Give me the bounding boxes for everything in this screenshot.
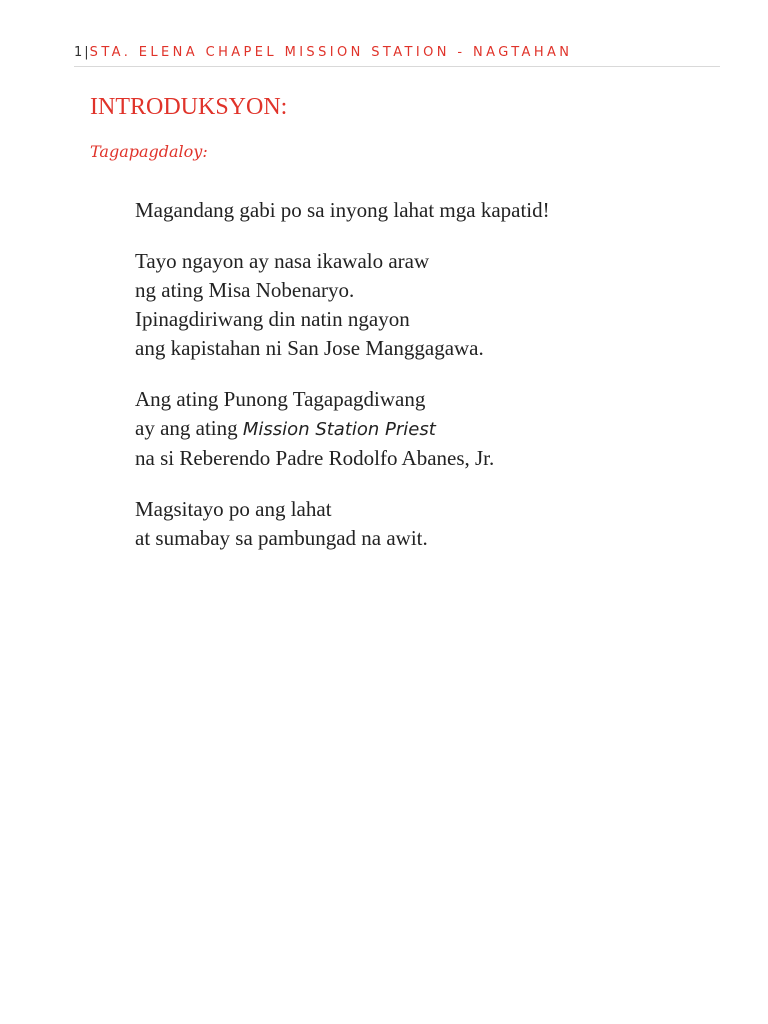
header-separator: | bbox=[84, 45, 89, 60]
italic-title: Mission Station Priest bbox=[242, 419, 436, 440]
script-line: at sumabay sa pambungad na awit. bbox=[135, 526, 428, 550]
script-line: Ang ating Punong Tagapagdiwang bbox=[135, 387, 426, 411]
script-line: Tayo ngayon ay nasa ikawalo araw bbox=[135, 249, 430, 273]
stanza-greeting bbox=[135, 196, 735, 225]
section-title: INTRODUKSYON: bbox=[90, 94, 288, 120]
stanza-instruction bbox=[135, 495, 735, 553]
page-number: 1 bbox=[74, 45, 84, 60]
running-head: STA. ELENA CHAPEL MISSION STATION - NAGTAHAN bbox=[89, 45, 573, 60]
page-header bbox=[74, 44, 720, 67]
stanza-occasion bbox=[135, 247, 735, 363]
script-line: ng ating Misa Nobenaryo. bbox=[135, 278, 355, 302]
script-line-mixed bbox=[135, 414, 735, 444]
speaker-label: Tagapagdaloy: bbox=[90, 142, 208, 161]
stanza-presider bbox=[135, 385, 735, 473]
script-line: ang kapistahan ni San Jose Manggagawa. bbox=[135, 336, 484, 360]
script-body bbox=[135, 196, 735, 575]
script-line: Magsitayo po ang lahat bbox=[135, 497, 332, 521]
script-text: ay ang ating bbox=[135, 416, 243, 440]
script-line: Ipinagdiriwang din natin ngayon bbox=[135, 307, 410, 331]
script-line: Magandang gabi po sa inyong lahat mga kapatid! bbox=[135, 198, 550, 222]
script-line: na si Reberendo Padre Rodolfo Abanes, Jr. bbox=[135, 446, 495, 470]
